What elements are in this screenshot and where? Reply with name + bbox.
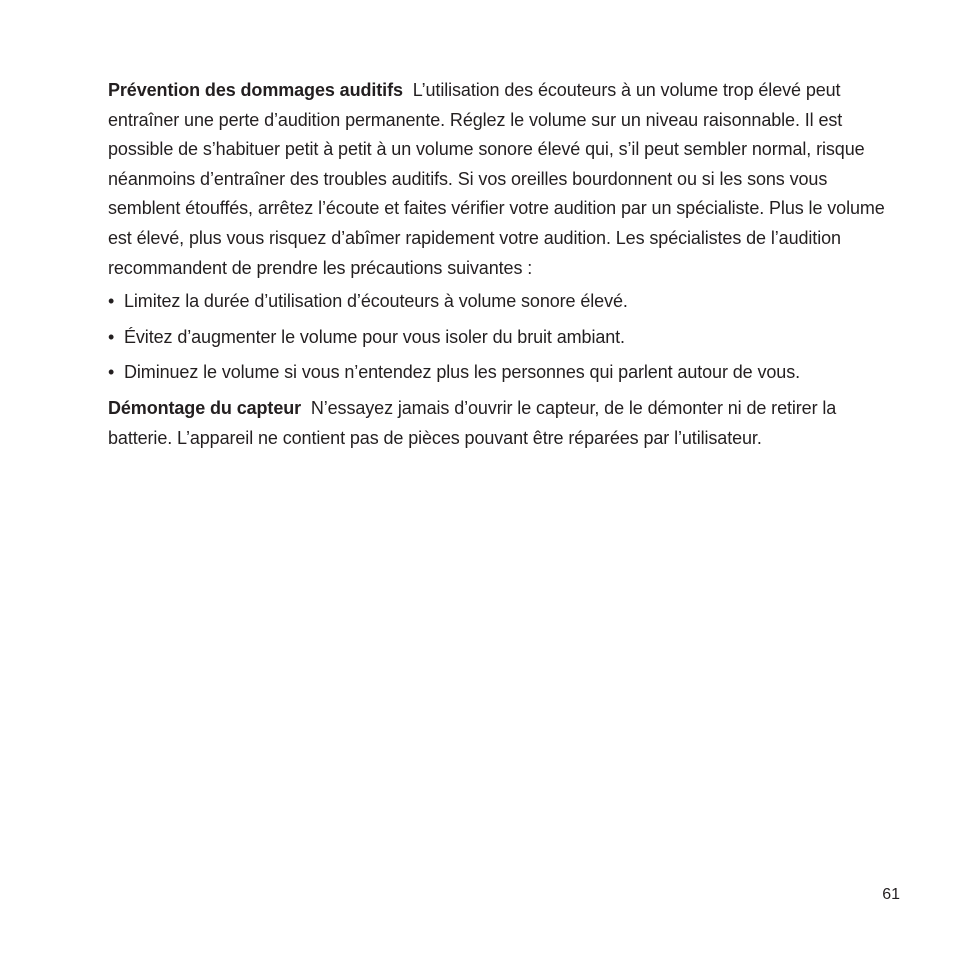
list-item-text: Limitez la durée d’utilisation d’écouteurs à volume sonore élevé. [124,291,628,312]
list-item [108,287,888,317]
sensor-disassembly-heading: Démontage du capteur [108,397,302,418]
list-item-text: Évitez d’augmenter le volume pour vous isoler du bruit ambiant. [124,326,625,347]
bullet-icon: • [108,326,115,347]
sensor-disassembly-paragraph [108,394,888,453]
sensor-disassembly-body: N’essayez jamais d’ouvrir le capteur, de le démonter ni de retirer la batterie. L’appareil ne contient pas de pièces pouvant être réparées par l’utilisateur. [108,397,837,448]
list-item [108,358,888,388]
page-number: 61 [882,886,900,903]
bullet-icon: • [108,362,115,383]
list-item [108,323,888,353]
bullet-icon: • [108,291,115,312]
hearing-damage-body: L’utilisation des écouteurs à un volume trop élevé peut entraîner une perte d’audition permanente. Réglez le volume sur un niveau raisonnable. Il est possible de s’habituer petit à petit à un volume sonore élevé qui, s’il peut sembler normal, risque néanmoins d’entraîner des troubles auditifs. Si vos oreilles bourdonnent ou si les sons vous semblent étouffés, arrêtez l’écoute et faites vérifier votre audition par un spécialiste. Plus le volume est élevé, plus vous risquez d’abîmer rapidement votre audition. Les spécialistes de l’audition recommandent de prendre les précautions suivantes : [108,80,885,278]
precautions-list [108,287,888,388]
list-item-text: Diminuez le volume si vous n’entendez plus les personnes qui parlent autour de vous. [124,362,800,383]
hearing-damage-paragraph [108,76,888,283]
hearing-damage-heading: Prévention des dommages auditifs [108,80,403,100]
document-page [108,76,888,453]
